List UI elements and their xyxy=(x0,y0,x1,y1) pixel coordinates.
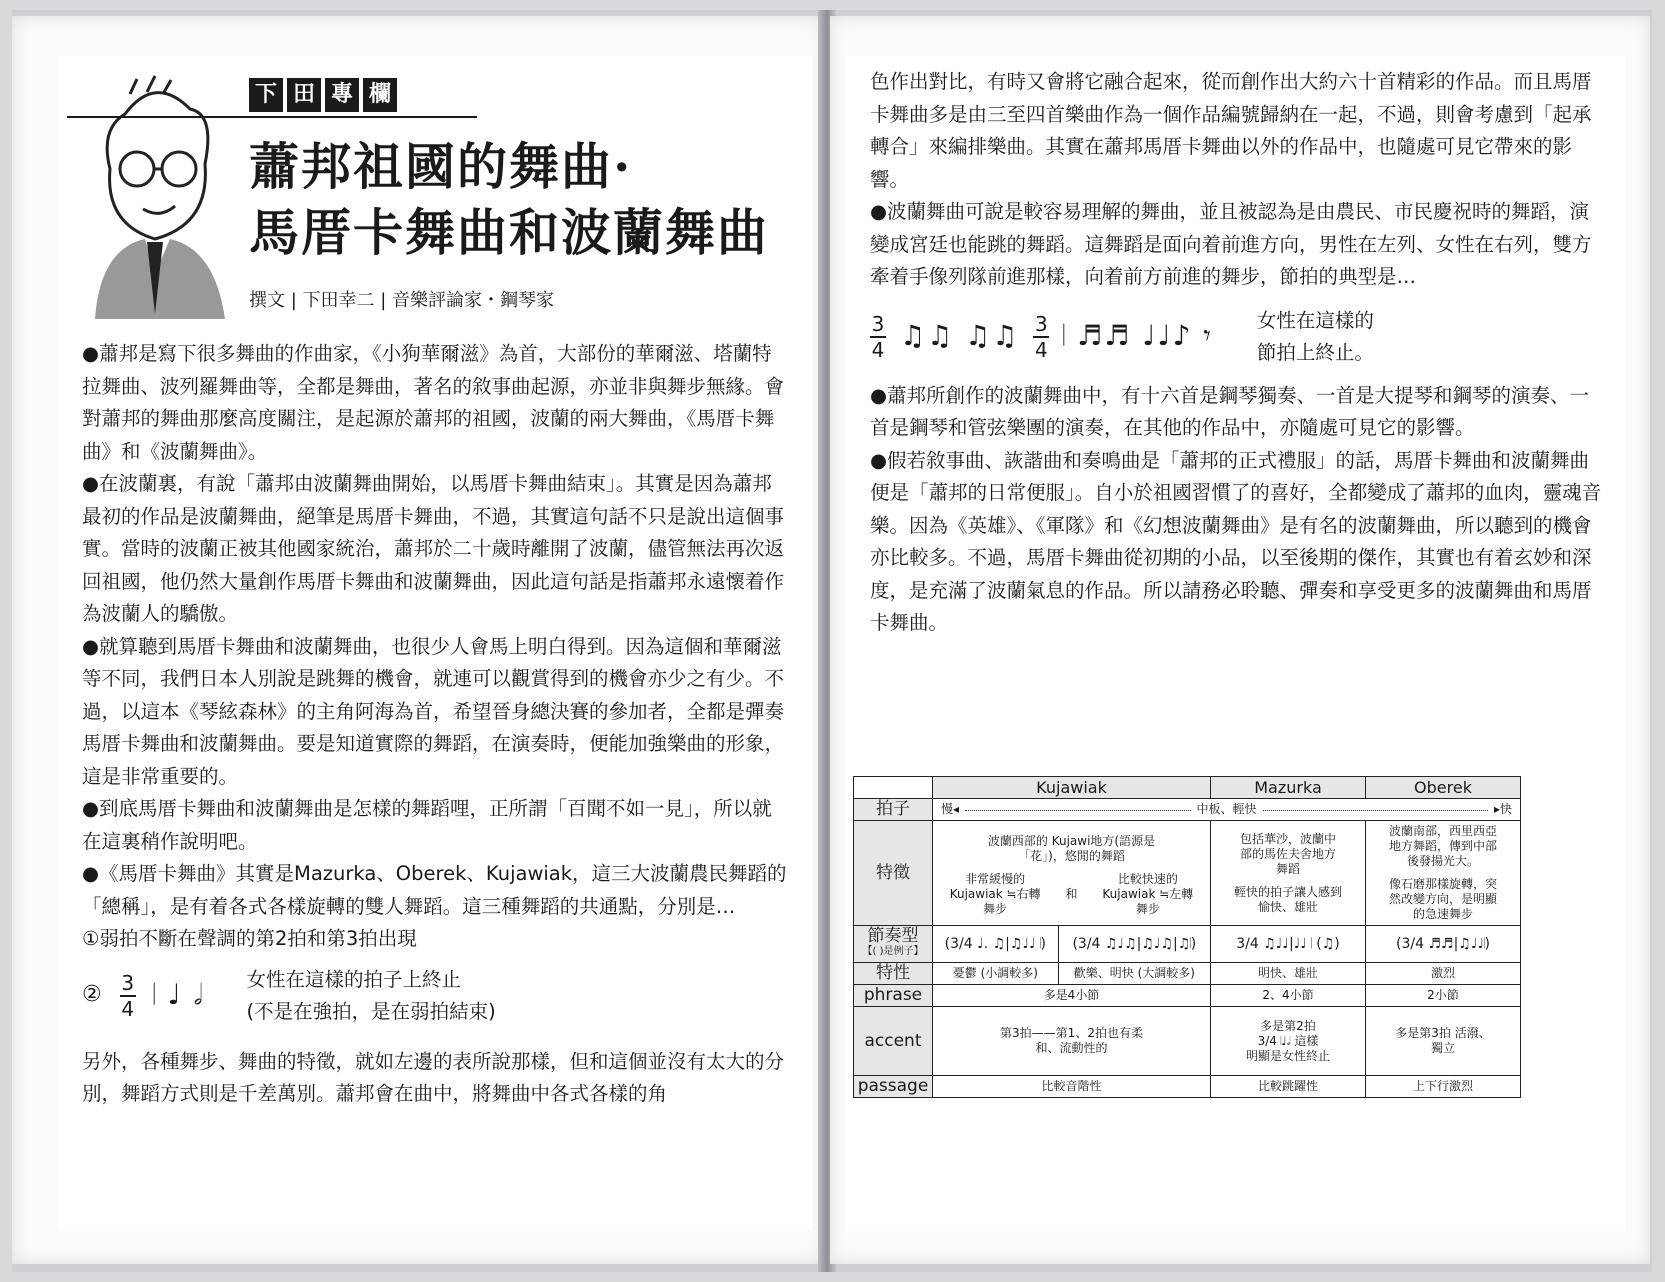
time-sig-bottom: 4 xyxy=(1034,337,1048,362)
left-page-content xyxy=(57,56,812,1231)
table-cell xyxy=(933,821,1211,926)
rhythm-notes: 𝄀 ♬♬ ♩♩♪ 𝄾 xyxy=(1063,319,1213,353)
table-row xyxy=(854,985,1521,1007)
right-page-content xyxy=(845,56,1625,1231)
paragraph: ①弱拍不斷在聲調的第2拍和第3拍出現 xyxy=(82,927,417,950)
paragraph: ●蕭邦所創作的波蘭舞曲中，有十六首是鋼琴獨奏、一首是大提琴和鋼琴的演奏、一首是鋼琴和管弦樂團的演奏，在其他的作品中，亦隨處可見它的影響。 xyxy=(870,383,1590,439)
cell-text: 像石磨那樣旋轉，突然改變方向，是明顯的急速舞步 xyxy=(1388,877,1497,921)
cell-text: 和 xyxy=(1065,886,1078,901)
point-2-text-2: (不是在強拍，是在弱拍結束) xyxy=(246,999,496,1023)
row-label: 拍子 xyxy=(854,799,933,821)
point-2-explanation xyxy=(247,964,496,1028)
table-row xyxy=(854,799,1521,821)
paragraph: ●在波蘭裏，有說「蕭邦由波蘭舞曲開始，以馬厝卡舞曲結束」。其實是因為蕭邦最初的作品是波蘭舞曲，絕筆是馬厝卡舞曲，不過，其實這句話不只是說出這個事實。當時的波蘭正被其他國家統治，蕭邦於二十歲時離開了波蘭，儘管無法再次返回祖國，他仍然大量創作馬厝卡舞曲和波蘭舞曲，因此這句話是指蕭邦永遠懷着作為波蘭人的驕傲。 xyxy=(82,472,785,625)
tempo-slow: 慢◂ xyxy=(941,802,960,816)
table-cell: 憂鬱 (小調較多) xyxy=(933,963,1059,985)
table-header: Oberek xyxy=(1366,777,1521,799)
cell-text: 明顯是女性終止 xyxy=(1245,1048,1330,1063)
row-label: 特性 xyxy=(854,963,933,985)
time-sig-top: 3 xyxy=(121,970,135,995)
tempo-mid: 中板、輕快 xyxy=(1196,802,1257,816)
column-tag xyxy=(249,78,397,112)
article-title xyxy=(249,134,769,266)
rhythm-notes: 𝄀 ♩ 𝅗𝅥 xyxy=(153,978,205,1012)
paragraph: 另外，各種舞步、舞曲的特徵，就如左邊的表所說那樣，但和這個並沒有太大的分別，舞蹈方式則是千差萬別。蕭邦會在曲中，將舞曲中各式各樣的角 xyxy=(82,1049,785,1105)
row-label: phrase xyxy=(854,985,933,1007)
cell-text: 波蘭南部，西里西亞地方舞蹈，傳到中部後發揚光大。 xyxy=(1388,824,1497,868)
table-row xyxy=(854,821,1521,926)
polonaise-text-2: 節拍上終止。 xyxy=(1256,340,1374,364)
table-cell: 多是4小節 xyxy=(933,985,1211,1007)
rhythm-notes: ♫♫ ♫♫ xyxy=(900,319,1020,353)
time-signature xyxy=(870,313,886,361)
header-rule xyxy=(67,116,477,118)
row-label: accent xyxy=(854,1007,933,1076)
column-tag-char: 欄 xyxy=(363,78,397,112)
table-cell: (3/4 ♬♬|♫♩♩𝄀) xyxy=(1366,926,1521,963)
table-cell: 比較跳躍性 xyxy=(1211,1076,1366,1098)
table-cell: 多是第3拍 活潑、獨立 xyxy=(1366,1007,1521,1076)
table-cell xyxy=(1366,821,1521,926)
point-2-notation xyxy=(82,956,787,1036)
row-label: passage xyxy=(854,1076,933,1098)
paragraph: ●波蘭舞曲可說是較容易理解的舞曲，並且被認為是由農民、市民慶祝時的舞蹈，演變成宮廷也能跳的舞蹈。這舞蹈是面向着前進方向，男性在左列、女性在右列，雙方牽着手像列隊前進那樣，向着前方前進的舞步，節拍的典型是… xyxy=(870,200,1592,288)
byline: 撰文 | 下田幸二 | 音樂評論家・鋼琴家 xyxy=(249,290,555,311)
point-2-label: ② xyxy=(82,982,102,1008)
row-label-text: 節奏型 xyxy=(867,926,919,946)
table-header-row xyxy=(854,777,1521,799)
time-sig-bottom: 4 xyxy=(871,337,885,362)
table-cell: 第3拍——第1、2拍也有柔和、流動性的 xyxy=(933,1007,1211,1076)
cell-text: 3/4 𝄀♩𝅗𝅥 這樣 xyxy=(1257,1033,1319,1048)
column-tag-char: 下 xyxy=(249,78,283,112)
right-page xyxy=(830,16,1650,1264)
table-cell: 2小節 xyxy=(1366,985,1521,1007)
cell-text: 非常緩慢的 Kujawiak ≒右轉舞步 xyxy=(949,871,1041,916)
polonaise-text-1: 女性在這樣的 xyxy=(1256,308,1374,332)
book-spread xyxy=(12,10,1652,1272)
time-signature xyxy=(120,972,136,1020)
cell-text: 多是第2拍 xyxy=(1260,1018,1316,1033)
cell-text: 比較快速的 Kujawiak ≒左轉舞步 xyxy=(1102,871,1194,916)
table-row xyxy=(854,926,1521,963)
paragraph: 色作出對比，有時又會將它融合起來，從而創作出大約六十首精彩的作品。而且馬厝卡舞曲多是由三至四首樂曲作為一個作品編號歸納在一起，不過，則會考慮到「起承轉合」來編排樂曲。其實在蕭邦馬厝卡舞曲以外的作品中，也隨處可見它帶來的影響。 xyxy=(870,70,1592,191)
table-cell xyxy=(1211,821,1366,926)
table-cell: 明快、雄壯 xyxy=(1211,963,1366,985)
table-cell: 比較音階性 xyxy=(933,1076,1211,1098)
table-row xyxy=(854,1076,1521,1098)
table-cell: (3/4 ♫♩♫|♫♩♫|♫𝄀) xyxy=(1058,926,1210,963)
table-row xyxy=(854,963,1521,985)
column-tag-char: 田 xyxy=(287,78,321,112)
time-sig-top: 3 xyxy=(871,311,885,336)
paragraph: ●就算聽到馬厝卡舞曲和波蘭舞曲，也很少人會馬上明白得到。因為這個和華爾滋等不同，我們日本人別說是跳舞的機會，就連可以觀賞得到的機會亦少之有少。不過，以這本《琴絃森林》的主角阿海為首，希望晉身總決賽的參加者，全都是彈奏馬厝卡舞曲和波蘭舞曲。要是知道實際的舞蹈，在演奏時，便能加強樂曲的形象，這是非常重要的。 xyxy=(82,634,785,788)
table-cell: 2、4小節 xyxy=(1211,985,1366,1007)
right-body-top xyxy=(870,66,1605,640)
row-sublabel: 【( )是例子】 xyxy=(862,946,924,957)
table-row xyxy=(854,1007,1521,1076)
time-signature xyxy=(1033,313,1049,361)
left-page xyxy=(12,16,824,1264)
title-line-2: 馬厝卡舞曲和波蘭舞曲 xyxy=(249,203,769,262)
cell-text: 波蘭西部的 Kujawi地方(語源是「花」)，悠閒的舞蹈 xyxy=(987,833,1156,863)
row-label xyxy=(854,926,933,963)
cell-text: 輕快的拍子讓人感到愉快、雄壯 xyxy=(1233,884,1342,914)
cell-text: 包括華沙，波蘭中部的馬佐夫舍地方舞蹈 xyxy=(1239,831,1336,876)
table-cell: (3/4 ♩. ♫|♫♩♩ 𝄀) xyxy=(933,926,1059,963)
title-line-1: 蕭邦祖國的舞曲· xyxy=(249,137,633,196)
paragraph: ●蕭邦是寫下很多舞曲的作曲家，《小狗華爾滋》為首，大部份的華爾滋、塔蘭特拉舞曲、波列羅舞曲等，全都是舞曲，著名的敘事曲起源，亦並非與舞步無緣。會對蕭邦的舞曲那麼高度關注，是起源於蕭邦的祖國，波蘭的兩大舞曲，《馬厝卡舞曲》和《波蘭舞曲》。 xyxy=(82,342,785,463)
table-header: Mazurka xyxy=(1211,777,1366,799)
author-caricature xyxy=(75,74,235,319)
row-label: 特徵 xyxy=(854,821,933,926)
paragraph: ●到底馬厝卡舞曲和波蘭舞曲是怎樣的舞蹈哩，正所謂「百聞不如一見」，所以就在這裏稍作說明吧。 xyxy=(82,797,772,853)
point-2-text-1: 女性在這樣的拍子上終止 xyxy=(246,967,462,991)
left-body xyxy=(82,338,787,1111)
table-header: Kujawiak xyxy=(933,777,1211,799)
table-corner xyxy=(854,777,933,799)
table-cell: 3/4 ♫♩♩|♩♩ 𝄀 (♫) xyxy=(1211,926,1366,963)
polonaise-notation xyxy=(870,294,1605,380)
table-cell xyxy=(1211,1007,1366,1076)
tempo-scale xyxy=(933,799,1521,821)
table-cell: 上下行激烈 xyxy=(1366,1076,1521,1098)
dance-comparison-table xyxy=(853,776,1521,1098)
tempo-fast: ▸快 xyxy=(1493,802,1513,816)
time-sig-top: 3 xyxy=(1034,311,1048,336)
polonaise-explanation xyxy=(1257,305,1374,369)
paragraph: ●《馬厝卡舞曲》其實是Mazurka、Oberek、Kujawiak，這三大波蘭農民舞蹈的「總稱」，是有着各式各樣旋轉的雙人舞蹈。這三種舞蹈的共通點，分別是… xyxy=(82,862,787,918)
time-sig-bottom: 4 xyxy=(121,996,135,1021)
paragraph: ●假若敘事曲、詼諧曲和奏鳴曲是「蕭邦的正式禮服」的話，馬厝卡舞曲和波蘭舞曲便是「蕭邦的日常便服」。自小於祖國習慣了的喜好，全都變成了蕭邦的血肉，靈魂音樂。因為《英雄》、《軍隊》和《幻想波蘭舞曲》是有名的波蘭舞曲，所以聽到的機會亦比較多。不過，馬厝卡舞曲從初期的小品，以至後期的傑作，其實也有着玄妙和深度，是充滿了波蘭氣息的作品。所以請務必聆聽、彈奏和享受更多的波蘭舞曲和馬厝卡舞曲。 xyxy=(870,448,1602,634)
table-cell: 激烈 xyxy=(1366,963,1521,985)
table-cell: 歡樂、明快 (大調較多) xyxy=(1058,963,1210,985)
column-tag-char: 專 xyxy=(325,78,359,112)
